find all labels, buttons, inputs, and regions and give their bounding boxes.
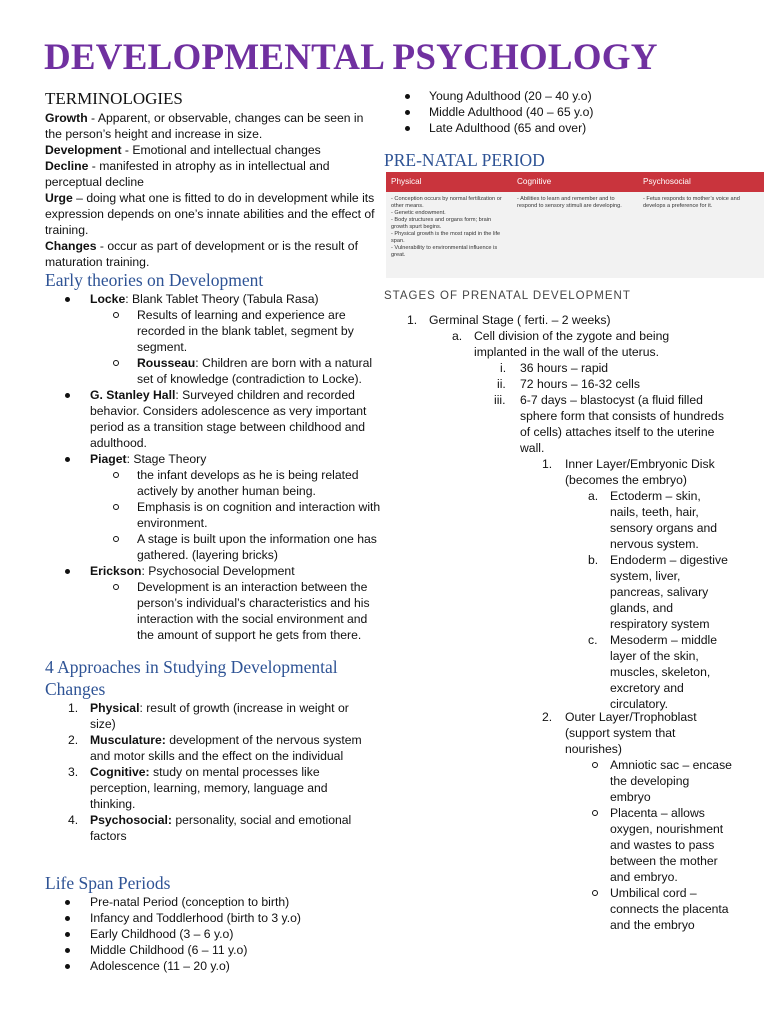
prenatal-table — [386, 172, 764, 278]
theorist-name: Locke — [90, 292, 126, 306]
theorist-name: Rousseau — [137, 356, 196, 370]
theorist-name: G. Stanley Hall — [90, 388, 176, 402]
outer-layer-text: Outer Layer/Trophoblast (support system that nourishes) — [565, 710, 697, 756]
term-urge — [45, 190, 375, 238]
table-cell-physical — [386, 196, 512, 259]
timeline-item — [474, 392, 724, 456]
germ-layer-endoderm — [588, 552, 728, 632]
early-theories-heading: Early theories on Development — [45, 270, 264, 290]
table-header-physical: Physical — [391, 177, 422, 186]
term-text: – doing what one is fitted to do in development while its expression depends on one’s innate abilities and the effect of training. — [45, 191, 375, 237]
list-letter: a. — [588, 489, 599, 503]
theory-piaget — [65, 451, 383, 467]
term-name: Growth — [45, 111, 88, 125]
approaches-heading: 4 Approaches in Studying Developmental Changes — [45, 657, 338, 699]
approach-name: Psychosocial: — [90, 813, 172, 827]
term-decline — [45, 158, 375, 190]
term-name: Decline — [45, 159, 89, 173]
timeline-item — [474, 376, 724, 392]
piaget-detail — [113, 499, 383, 531]
approach-name: Cognitive: — [90, 765, 150, 779]
germ-layer-ectoderm — [588, 488, 728, 552]
theory-detail-text: Results of learning and experience are recorded in the blank tablet, segment by segment. — [137, 308, 354, 354]
theorist-name: Piaget — [90, 452, 127, 466]
approach-text: development of the nervous system and motor skills and the effect on the individual — [90, 733, 362, 763]
life-span-item: Middle Childhood (6 – 11 y.o) — [65, 942, 365, 958]
list-letter: b. — [588, 553, 599, 567]
term-changes — [45, 238, 375, 270]
theory-text: : Psychosocial Development — [141, 564, 295, 578]
approach-text: study on mental processes like perception, learning, memory, language and thinking. — [90, 765, 328, 811]
roman-numeral: ii. — [497, 377, 506, 391]
theory-detail-text: the infant develops as he is being related actively by another human being. — [137, 468, 359, 498]
term-name: Development — [45, 143, 122, 157]
table-cell-line: - Conception occurs by normal fertilization or other means. — [391, 196, 502, 209]
table-header-cognitive: Cognitive — [517, 177, 552, 186]
term-development — [45, 142, 375, 158]
roman-numeral: i. — [500, 361, 507, 375]
prenatal-heading: PRE-NATAL PERIOD — [384, 150, 545, 170]
term-name: Urge — [45, 191, 73, 205]
roman-numeral: iii. — [494, 393, 506, 407]
cell-division-text: Cell division of the zygote and being implanted in the wall of the uterus. — [474, 329, 670, 359]
timeline-text: 72 hours – 16-32 cells — [520, 377, 640, 391]
list-number: 2. — [542, 710, 553, 724]
life-span-heading: Life Span Periods — [45, 873, 171, 893]
term-growth — [45, 110, 375, 142]
locke-detail — [113, 307, 383, 355]
life-span-item: Late Adulthood (65 and over) — [405, 120, 735, 136]
life-span-list — [65, 894, 365, 974]
support-structure: Amniotic sac – encase the developing embryo — [592, 757, 732, 805]
table-cell-line: - Genetic endowment. — [391, 210, 446, 216]
list-letter: a. — [452, 329, 463, 343]
theory-hall — [65, 387, 383, 451]
inner-layer-item — [542, 456, 732, 488]
table-cell-psychosocial — [638, 196, 764, 259]
theory-text: : Blank Tablet Theory (Tabula Rasa) — [125, 292, 319, 306]
germ-layer-text: Mesoderm – middle layer of the skin, muscles, skeleton, excretory and circulatory. — [610, 633, 718, 711]
support-structure: Umbilical cord – connects the placenta and the embryo — [592, 885, 732, 933]
list-number: 1. — [407, 313, 418, 327]
table-header-psychosocial: Psychosocial — [643, 177, 691, 186]
table-cell-line: - Physical growth is the most rapid in the life span. — [391, 231, 501, 244]
term-name: Changes — [45, 239, 97, 253]
support-structure: Placenta – allows oxygen, nourishment and wastes to pass between the mother and embryo. — [592, 805, 732, 885]
table-body-row — [386, 192, 764, 259]
theory-erickson — [65, 563, 383, 579]
germ-layer-text: Ectoderm – skin, nails, teeth, hair, sensory organs and nervous system. — [610, 489, 718, 551]
outer-layer-list — [592, 757, 732, 933]
germ-layer-text: Endoderm – digestive system, liver, pancreas, salivary glands, and respiratory system — [610, 553, 728, 631]
term-text: - occur as part of development or is the result of maturation training. — [45, 239, 358, 269]
theorist-name: Erickson — [90, 564, 142, 578]
theory-text: : Children are born with a natural set of knowledge (contradiction to Locke). — [137, 356, 373, 386]
life-span-item: Pre-natal Period (conception to birth) — [65, 894, 365, 910]
life-span-item: Middle Adulthood (40 – 65 y.o) — [405, 104, 735, 120]
approach-name: Physical — [90, 701, 140, 715]
approach-psychosocial — [68, 812, 368, 844]
table-cell-line: - Body structures and organs form; brain growth spurt begins. — [391, 217, 492, 230]
timeline-text: 36 hours – rapid — [520, 361, 609, 375]
list-number: 2. — [68, 733, 79, 747]
life-span-list-continued — [405, 88, 735, 136]
table-cell-line: - Vulnerability to environmental influence is great. — [391, 245, 498, 258]
approach-cognitive — [68, 764, 368, 812]
list-letter: c. — [588, 633, 598, 647]
theory-detail-text: Emphasis is on cognition and interaction with environment. — [137, 500, 381, 530]
life-span-item: Early Childhood (3 – 6 y.o) — [65, 926, 365, 942]
term-text: - Apparent, or observable, changes can be seen in the person’s height and increase in size. — [45, 111, 364, 141]
erickson-detail — [113, 579, 383, 643]
approach-physical — [68, 700, 368, 732]
theory-detail-text: A stage is built upon the information one has gathered. (layering bricks) — [137, 532, 377, 562]
life-span-item: Adolescence (11 – 20 y.o) — [65, 958, 365, 974]
life-span-item: Infancy and Toddlerhood (birth to 3 y.o) — [65, 910, 365, 926]
terminologies-list — [45, 110, 375, 270]
theory-locke — [65, 291, 383, 307]
approach-text: : result of growth (increase in weight or size) — [90, 701, 349, 731]
list-number: 4. — [68, 813, 79, 827]
list-number: 1. — [68, 701, 79, 715]
approach-text: personality, social and emotional factors — [90, 813, 352, 843]
inner-layer-text: Inner Layer/Embryonic Disk (becomes the embryo) — [565, 457, 715, 487]
approach-name: Musculature: — [90, 733, 166, 747]
table-cell-line: - Abilities to learn and remember and to respond to sensory stimuli are developing. — [517, 196, 622, 209]
term-text: - manifested in atrophy as in intellectual and perceptual decline — [45, 159, 330, 189]
approach-musculature — [68, 732, 368, 764]
table-cell-cognitive — [512, 196, 638, 259]
germ-layer-mesoderm — [588, 632, 728, 712]
table-header-row — [386, 172, 764, 192]
theory-detail-text: Development is an interaction between the person’s individual’s characteristics and his interaction with the social environment and the amount of support he gets from there. — [137, 580, 370, 642]
timeline-list — [474, 360, 724, 456]
timeline-item — [474, 360, 724, 376]
piaget-detail — [113, 467, 383, 499]
germinal-stage-label: Germinal Stage ( ferti. – 2 weeks) — [429, 313, 611, 327]
cell-division-item — [452, 328, 702, 360]
terminologies-heading: TERMINOLOGIES — [45, 89, 183, 108]
stages-heading: STAGES OF PRENATAL DEVELOPMENT — [384, 290, 631, 302]
list-number: 3. — [68, 765, 79, 779]
page-title: DEVELOPMENTAL PSYCHOLOGY — [44, 37, 658, 78]
theory-text: : Stage Theory — [126, 452, 207, 466]
list-number: 1. — [542, 457, 553, 471]
approaches-list — [68, 700, 368, 844]
theory-rousseau — [113, 355, 383, 387]
term-text: - Emotional and intellectual changes — [121, 143, 321, 157]
theory-text: : Surveyed children and recorded behavior. Considers adolescence as very important period as a transition stage between childhood and adulthood. — [90, 388, 367, 450]
inner-layer-list — [588, 488, 728, 712]
outer-layer-item — [542, 709, 722, 757]
timeline-text: 6-7 days – blastocyst (a fluid filled sphere form that consists of hundreds of cells) attaches itself to the uterine wall. — [520, 393, 724, 455]
life-span-item: Young Adulthood (20 – 40 y.o) — [405, 88, 735, 104]
early-theories-list — [65, 291, 383, 643]
piaget-detail — [113, 531, 383, 563]
table-cell-line: - Fetus responds to mother’s voice and develops a preference for it. — [643, 196, 740, 209]
